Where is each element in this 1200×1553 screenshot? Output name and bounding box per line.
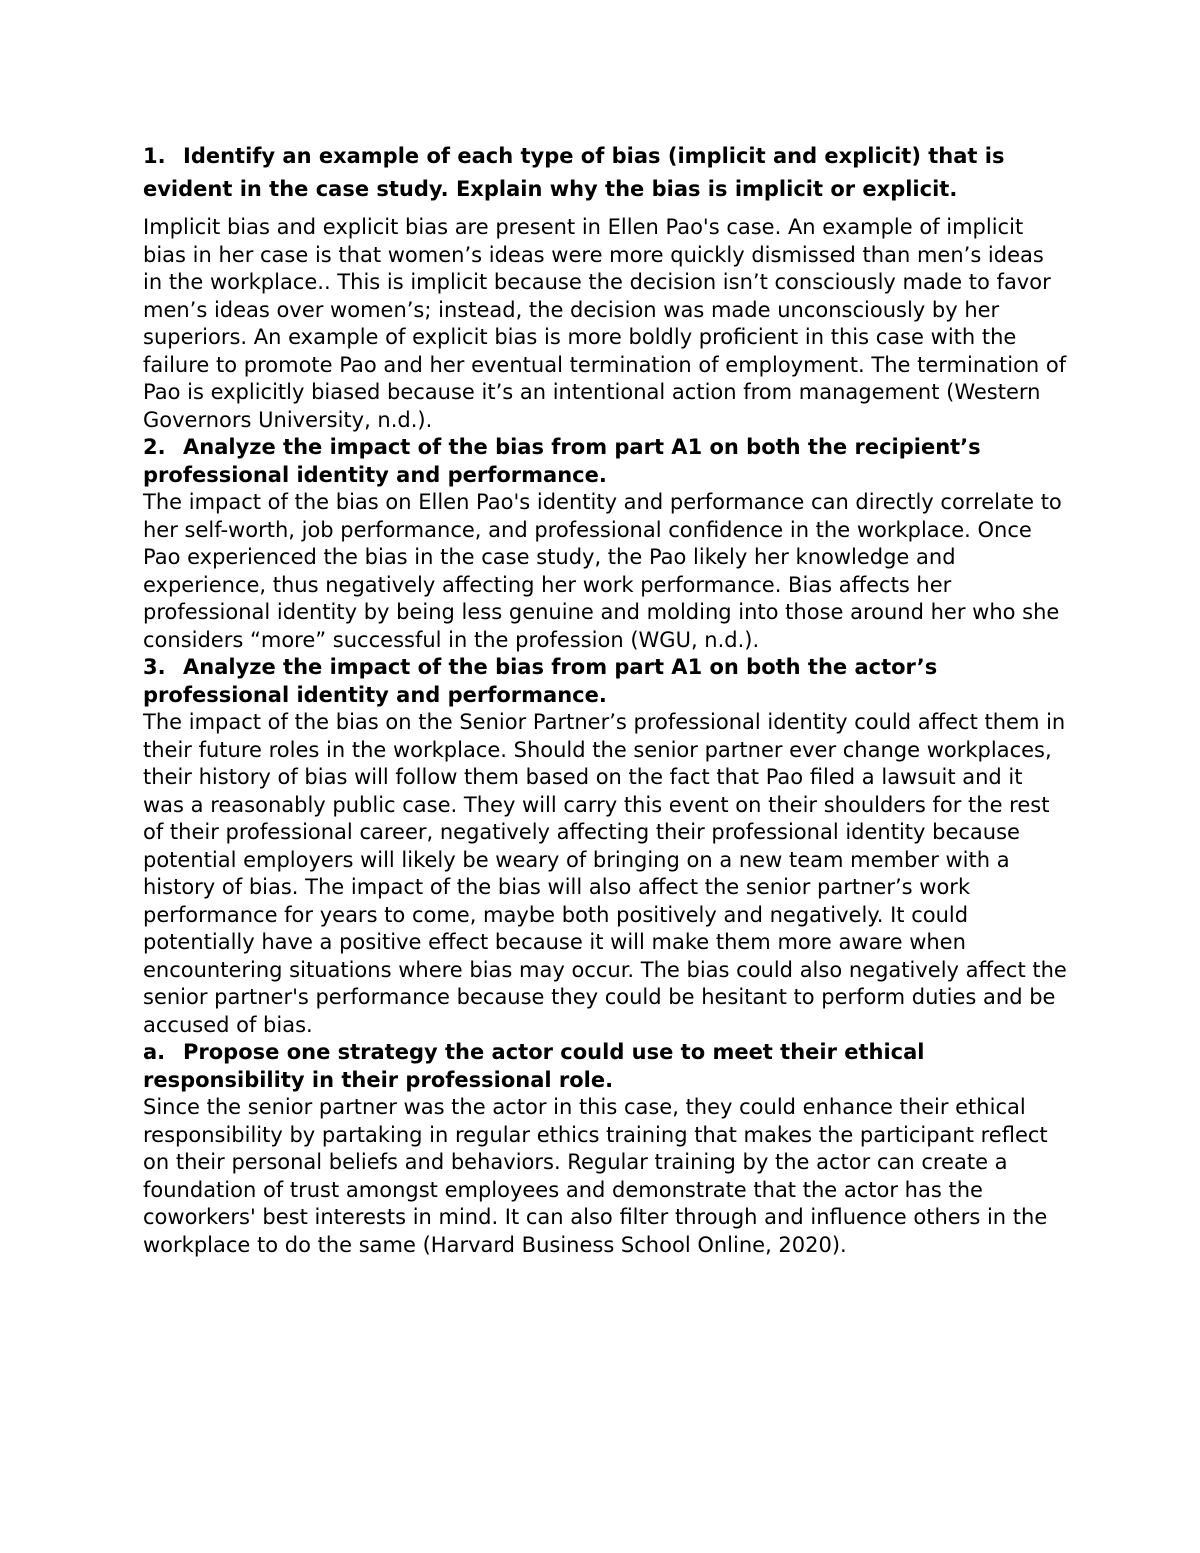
question-heading <box>143 140 1068 206</box>
question-heading <box>143 654 1068 709</box>
section-1 <box>143 140 1068 434</box>
question-number: a. <box>143 1040 166 1064</box>
question-text: Propose one strategy the actor could use to meet their ethical responsibility in their professional role. <box>143 1040 925 1092</box>
answer-paragraph: Since the senior partner was the actor in this case, they could enhance their ethical responsibility by partaking in regular ethics training that makes the participant reflect on their personal beliefs and behaviors. Regular training by the actor can create a foundation of trust amongst employees and demonstrate that the actor has the coworkers' best interests in mind. It can also filter through and influence others in the workplace to do the same (Harvard Business School Online, 2020). <box>143 1095 1048 1257</box>
section-3 <box>143 654 1068 1039</box>
document-page <box>143 140 1068 1259</box>
answer-paragraph: The impact of the bias on the Senior Partner’s professional identity could affect them in their future roles in the workplace. Should the senior partner ever change workplaces, their history of bias will follow them based on the fact that Pao filed a lawsuit and it was a reasonably public case. They will carry this event on their shoulders for the rest of their professional career, negatively affecting their professional identity because potential employers will likely be weary of bringing on a new team member with a history of bias. The impact of the bias will also affect the senior partner’s work performance for years to come, maybe both positively and negatively. It could potentially have a positive effect because it will make them more aware when encountering situations where bias may occur. The bias could also negatively affect the senior partner's performance because they could be hesitant to perform duties and be accused of bias. <box>143 710 1067 1037</box>
question-number: 2. <box>143 435 166 459</box>
answer-paragraph: Implicit bias and explicit bias are present in Ellen Pao's case. An example of implicit bias in her case is that women’s ideas were more quickly dismissed than men’s ideas in the workplace.. This is implicit because the decision isn’t consciously made to favor men’s ideas over women’s; instead, the decision was made unconsciously by her superiors. An example of explicit bias is more boldly proficient in this case with the failure to promote Pao and her eventual termination of employment. The termination of Pao is explicitly biased because it’s an intentional action from management (Western Governors University, n.d.). <box>143 215 1067 432</box>
answer-paragraph: The impact of the bias on Ellen Pao's identity and performance can directly correlate to her self-worth, job performance, and professional confidence in the workplace. Once Pao experienced the bias in the case study, the Pao likely her knowledge and experience, thus negatively affecting her work performance. Bias affects her professional identity by being less genuine and molding into those around her who she considers “more” successful in the profession (WGU, n.d.). <box>143 490 1062 652</box>
question-text: Analyze the impact of the bias from part A1 on both the actor’s professional identity and performance. <box>143 655 938 707</box>
question-heading <box>143 1039 1068 1094</box>
section-a <box>143 1039 1068 1259</box>
question-number: 1. <box>143 144 166 168</box>
question-heading <box>143 434 1068 489</box>
question-number: 3. <box>143 655 166 679</box>
question-text: Identify an example of each type of bias (implicit and explicit) that is evident in the case study. Explain why the bias is implicit or explicit. <box>143 144 1005 201</box>
section-2 <box>143 434 1068 654</box>
question-text: Analyze the impact of the bias from part A1 on both the recipient’s professional identity and performance. <box>143 435 981 487</box>
